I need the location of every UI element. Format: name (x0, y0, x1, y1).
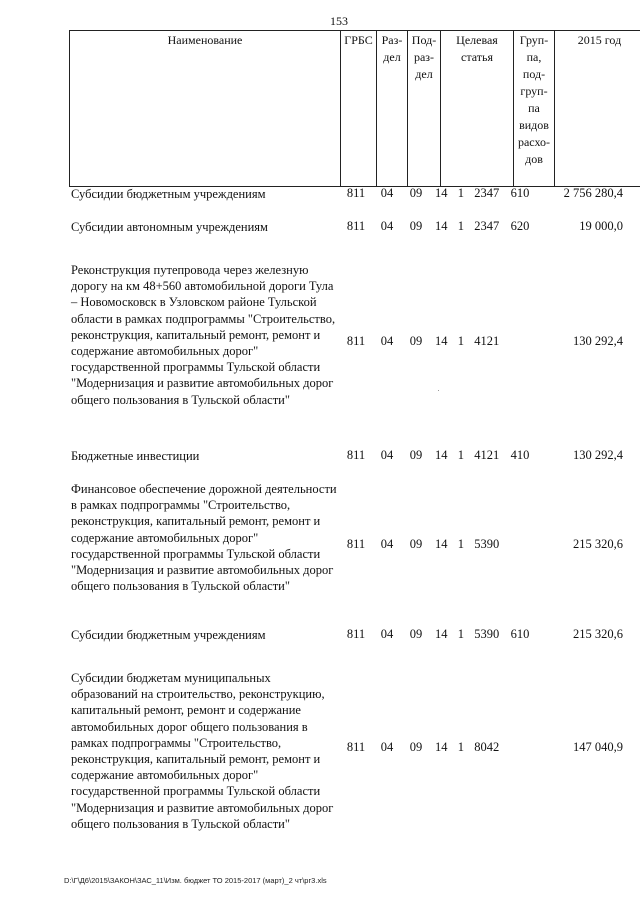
row-podrazdel: 09 (409, 448, 423, 462)
row-name: Субсидии автономным учреждениям (71, 220, 268, 234)
row-podrazdel: 09 (409, 627, 423, 641)
row-grbs: 811 (346, 537, 366, 551)
row-razdel: 04 (380, 627, 394, 641)
row-podrazdel: 09 (409, 740, 423, 754)
row-podrazdel: 09 (409, 186, 423, 200)
row-amount: 215 320,6 (573, 627, 623, 641)
header-grbs: ГРБС (341, 31, 377, 187)
row-grbs: 811 (346, 219, 366, 233)
row-amount: 130 292,4 (573, 448, 623, 462)
scan-speck (438, 390, 439, 391)
header-name: Наименование (70, 31, 341, 187)
header-gruppa: Груп- па, под- груп- па видов расхо- дов (514, 31, 555, 187)
row-name: Субсидии бюджетным учреждениям (71, 628, 266, 642)
header-celevaya: Целевая статья (441, 31, 514, 187)
row-gruppa: 610 (510, 186, 530, 200)
file-path-footer: D:\Г\Д6\2015\ЗАКОН\ЗАС_11\Изм. бюджет ТО 2015-2017 (март)_2 чт\рг3.xls (64, 876, 327, 885)
row-name: Реконструкция путепровода через железную дорогу на км 48+560 автомобильной дороги Тула – Новомосковск в Узловском районе Тульской области в рамках подпрограммы "Строительство, реконструкция, капитальный ремонт, ремонт и содержание автомобильных дорог" государственной программы Тульской области "Модернизация и развитие автомобильных дорог общего пользования в Тульской области" (71, 263, 336, 407)
row-razdel: 04 (380, 219, 394, 233)
row-podrazdel: 09 (409, 537, 423, 551)
row-celevaya: 14 1 5390 (435, 627, 500, 641)
row-podrazdel: 09 (409, 334, 423, 348)
row-razdel: 04 (380, 448, 394, 462)
header-podrazdel: Под- раз- дел (408, 31, 441, 187)
row-celevaya: 14 1 4121 (435, 334, 500, 348)
row-celevaya: 14 1 2347 (435, 219, 500, 233)
row-name: Бюджетные инвестиции (71, 449, 200, 463)
row-razdel: 04 (380, 186, 394, 200)
row-grbs: 811 (346, 627, 366, 641)
row-grbs: 811 (346, 334, 366, 348)
row-amount: 2 756 280,4 (563, 186, 623, 200)
row-gruppa: 410 (510, 448, 530, 462)
row-name: Субсидии бюджетам муниципальных образований на строительство, реконструкцию, капитальный ремонт, ремонт и содержание автомобильных дорог общего пользования в рамках подпрограммы "Строительство, реконструкция, капитальный ремонт, ремонт и содержание автомобильных дорог" государственной программы Тульской области "Модернизация и развитие автомобильных дорог общего пользования в Тульской области" (71, 671, 334, 831)
row-podrazdel: 09 (409, 219, 423, 233)
row-name: Финансовое обеспечение дорожной деятельности в рамках подпрограммы "Строительство, реконструкция, капитальный ремонт, ремонт и содержание автомобильных дорог" государственной программы Тульской области "Модернизация и развитие автомобильных дорог общего пользования в Тульской области" (71, 482, 337, 594)
row-amount: 147 040,9 (573, 740, 623, 754)
row-celevaya: 14 1 4121 (435, 448, 500, 462)
row-celevaya: 14 1 5390 (435, 537, 500, 551)
row-amount: 130 292,4 (573, 334, 623, 348)
row-celevaya: 14 1 8042 (435, 740, 500, 754)
row-grbs: 811 (346, 186, 366, 200)
table-header (69, 30, 640, 187)
row-gruppa: 620 (510, 219, 530, 233)
header-razdel: Раз- дел (377, 31, 408, 187)
row-razdel: 04 (380, 334, 394, 348)
row-grbs: 811 (346, 448, 366, 462)
row-razdel: 04 (380, 537, 394, 551)
row-amount: 215 320,6 (573, 537, 623, 551)
row-grbs: 811 (346, 740, 366, 754)
header-year: 2015 год (555, 31, 640, 187)
row-razdel: 04 (380, 740, 394, 754)
row-name: Субсидии бюджетным учреждениям (71, 187, 266, 201)
row-gruppa: 610 (510, 627, 530, 641)
row-amount: 19 000,0 (579, 219, 623, 233)
row-celevaya: 14 1 2347 (435, 186, 500, 200)
page-number: 153 (330, 14, 348, 28)
